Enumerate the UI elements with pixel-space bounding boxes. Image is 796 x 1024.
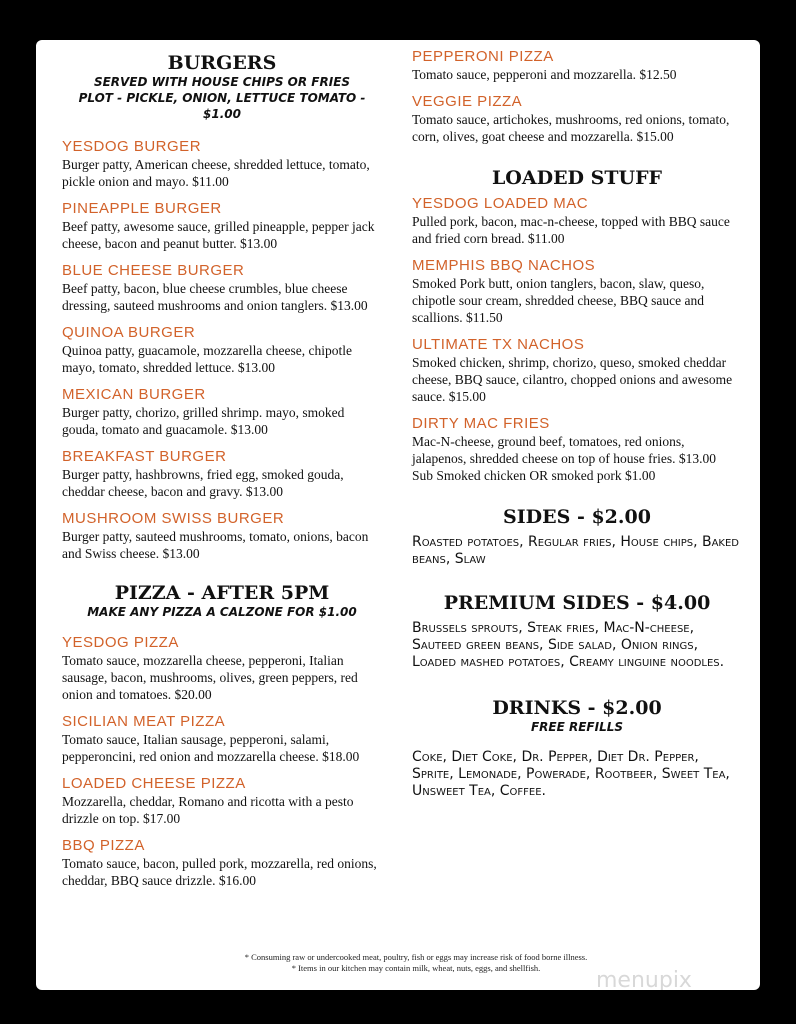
loaded-title: LOADED STUFF bbox=[491, 167, 663, 189]
item-name: YESDOG BURGER bbox=[62, 138, 202, 155]
item-desc: Mozzarella, cheddar, Romano and ricotta with a pesto drizzle on top. $17.00 bbox=[62, 794, 354, 826]
item-desc: Tomato sauce, Italian sausage, pepperoni, salami, pepperoncini, red onion and mozzarella cheese. $18.00 bbox=[62, 732, 360, 764]
burgers-note: PLOT - PICKLE, ONION, LETTUCE TOMATO - $1.00 bbox=[78, 91, 366, 121]
item-name: SICILIAN MEAT PIZZA bbox=[62, 713, 226, 730]
item-name: QUINOA BURGER bbox=[62, 324, 196, 341]
item-desc: Tomato sauce, artichokes, mushrooms, red onions, tomato, corn, olives, goat cheese and mozzarella. $15.00 bbox=[412, 112, 730, 144]
item-desc: Mac-N-cheese, ground beef, tomatoes, red onions, jalapenos, shredded cheese on top of house fries. $13.00 bbox=[412, 434, 717, 466]
sides-list: Roasted potatoes, Regular fries, House chips, Baked beans, Slaw bbox=[412, 534, 739, 567]
drinks-title: DRINKS - $2.00 bbox=[492, 697, 662, 719]
item-name: YESDOG PIZZA bbox=[62, 634, 179, 651]
menu-item bbox=[412, 257, 742, 326]
menu-item bbox=[62, 837, 382, 889]
menu-item bbox=[412, 93, 742, 145]
item-name: LOADED CHEESE PIZZA bbox=[62, 775, 246, 792]
menu-item bbox=[412, 195, 742, 247]
pizza-title: PIZZA - AFTER 5PM bbox=[114, 582, 330, 604]
item-extra: Sub Smoked chicken OR smoked pork $1.00 bbox=[412, 468, 656, 483]
menu-page bbox=[36, 40, 760, 990]
premium-sides-list: Brussels sprouts, Steak fries, Mac-N-cheese, Sauteed green beans, Side salad, Onion rings, Loaded mashed potatoes, Creamy linguine noodles. bbox=[412, 620, 725, 670]
menu-item bbox=[412, 415, 742, 484]
item-name: BLUE CHEESE BURGER bbox=[62, 262, 245, 279]
drinks-list: Coke, Diet Coke, Dr. Pepper, Diet Dr. Pepper, Sprite, Lemonade, Powerade, Rootbeer, Sweet Tea, Unsweet Tea, Coffee. bbox=[412, 749, 730, 799]
menu-item bbox=[62, 262, 382, 314]
item-name: VEGGIE PIZZA bbox=[412, 93, 523, 110]
item-name: BBQ PIZZA bbox=[62, 837, 145, 854]
menu-item bbox=[412, 48, 742, 83]
item-desc: Quinoa patty, guacamole, mozzarella cheese, chipotle mayo, tomato, shredded lettuce. $13.00 bbox=[62, 343, 352, 375]
item-desc: Burger patty, hashbrowns, fried egg, smoked gouda, cheddar cheese, bacon and gravy. $13.00 bbox=[62, 467, 344, 499]
item-desc: Pulled pork, bacon, mac-n-cheese, topped with BBQ sauce and fried corn bread. $11.00 bbox=[412, 214, 730, 246]
menu-item bbox=[62, 510, 382, 562]
watermark: menupix bbox=[596, 968, 692, 990]
item-name: ULTIMATE TX NACHOS bbox=[412, 336, 585, 353]
item-desc: Smoked chicken, shrimp, chorizo, queso, smoked cheddar cheese, BBQ sauce, cilantro, chopped onions and awesome sauce. $15.00 bbox=[412, 355, 733, 404]
right-column bbox=[412, 40, 742, 800]
item-name: DIRTY MAC FRIES bbox=[412, 415, 550, 432]
item-desc: Burger patty, chorizo, grilled shrimp. mayo, smoked gouda, tomato and guacamole. $13.00 bbox=[62, 405, 345, 437]
item-name: PEPPERONI PIZZA bbox=[412, 48, 554, 65]
item-desc: Smoked Pork butt, onion tanglers, bacon, slaw, queso, chipotle sour cream, shredded cheese, BBQ sauce and scallions. $11.50 bbox=[412, 276, 705, 325]
menu-item bbox=[62, 200, 382, 252]
menu-item bbox=[62, 386, 382, 438]
disclaimer-line: * Items in our kitchen may contain milk, wheat, nuts, eggs, and shellfish. bbox=[291, 963, 541, 973]
burgers-title: BURGERS bbox=[167, 52, 277, 74]
item-desc: Burger patty, American cheese, shredded lettuce, tomato, pickle onion and mayo. $11.00 bbox=[62, 157, 370, 189]
disclaimer bbox=[206, 952, 626, 974]
premium-sides-title: PREMIUM SIDES - $4.00 bbox=[443, 592, 711, 614]
menu-item bbox=[62, 775, 382, 827]
menu-item bbox=[62, 713, 382, 765]
drinks-subtitle: FREE REFILLS bbox=[530, 720, 624, 734]
item-name: MEXICAN BURGER bbox=[62, 386, 206, 403]
item-desc: Tomato sauce, bacon, pulled pork, mozzarella, red onions, cheddar, BBQ sauce drizzle. $16.00 bbox=[62, 856, 377, 888]
item-name: YESDOG LOADED MAC bbox=[412, 195, 589, 212]
menu-item bbox=[62, 448, 382, 500]
menu-item bbox=[62, 324, 382, 376]
item-desc: Burger patty, sauteed mushrooms, tomato, onions, bacon and Swiss cheese. $13.00 bbox=[62, 529, 369, 561]
menu-item bbox=[62, 634, 382, 703]
menu-item bbox=[62, 138, 382, 190]
item-desc: Beef patty, bacon, blue cheese crumbles, blue cheese dressing, sauteed mushrooms and onion tanglers. $13.00 bbox=[62, 281, 368, 313]
burgers-subtitle: SERVED WITH HOUSE CHIPS OR FRIES bbox=[93, 75, 351, 89]
item-desc: Tomato sauce, pepperoni and mozzarella. $12.50 bbox=[412, 67, 677, 82]
left-column bbox=[62, 40, 382, 889]
item-name: MUSHROOM SWISS BURGER bbox=[62, 510, 285, 527]
sides-title: SIDES - $2.00 bbox=[503, 506, 651, 528]
pizza-subtitle: MAKE ANY PIZZA A CALZONE FOR $1.00 bbox=[87, 605, 357, 619]
item-name: BREAKFAST BURGER bbox=[62, 448, 227, 465]
item-desc: Beef patty, awesome sauce, grilled pineapple, pepper jack cheese, bacon and peanut butter. $13.00 bbox=[62, 219, 375, 251]
item-name: PINEAPPLE BURGER bbox=[62, 200, 222, 217]
item-name: MEMPHIS BBQ NACHOS bbox=[412, 257, 596, 274]
item-desc: Tomato sauce, mozzarella cheese, pepperoni, Italian sausage, bacon, mushrooms, olives, green peppers, red onion and tomatoes. $20.00 bbox=[62, 653, 358, 702]
menu-item bbox=[412, 336, 742, 405]
disclaimer-line: * Consuming raw or undercooked meat, poultry, fish or eggs may increase risk of food borne illness. bbox=[244, 952, 588, 962]
